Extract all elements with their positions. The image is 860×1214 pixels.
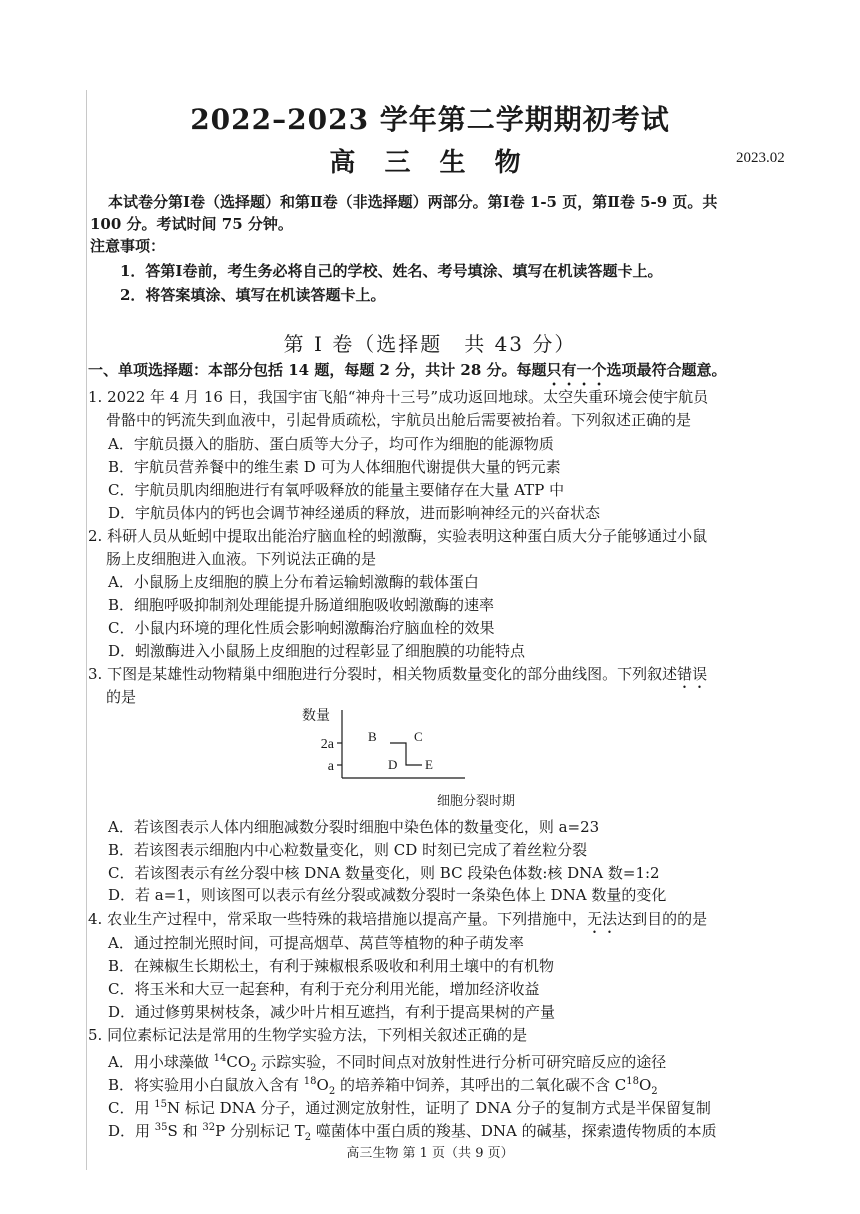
binding-margin-line bbox=[86, 90, 87, 1170]
q4-stem: 4. 农业生产过程中，常采取一些特殊的栽培措施以提高产量。下列措施中，无法达到目的的是 bbox=[88, 910, 708, 928]
chart-x-axis-label: 细胞分裂时期 bbox=[437, 793, 516, 808]
q2-option-c: C．小鼠内环境的理化性质会影响蚓激酶治疗脑血栓的效果 bbox=[108, 619, 495, 637]
q2-stem-1: 2. 科研人员从蚯蚓中提取出能治疗脑血栓的蚓激酶，实验表明这种蛋白质大分子能够通过小鼠 bbox=[88, 527, 708, 545]
note-1: 1．答第Ⅰ卷前，考生务必将自己的学校、姓名、考号填涂、填写在机读答题卡上。 bbox=[120, 262, 663, 280]
q5-option-d: D．用 $^{35}$S 和 $^{32}$P 分别标记 $T_2$ 噬菌体中蛋白质的羧基、DNA 的碱基，探索遗传物质的本质 bbox=[108, 1122, 717, 1143]
notes-label: 注意事项： bbox=[90, 237, 166, 255]
q3-option-a: A．若该图表示人体内细胞减数分裂时细胞中染色体的数量变化，则 a=23 bbox=[108, 818, 600, 836]
q3-line-chart bbox=[290, 700, 560, 815]
q1-option-d: D．宇航员体内的钙也会调节神经递质的释放，进而影响神经元的兴奋状态 bbox=[108, 504, 601, 522]
q5-option-b: B．将实验用小白鼠放入含有 $^{18}O_2$ 的培养箱中饲养，其呼出的二氧化碳不含 $C^{18}O_2$ bbox=[108, 1076, 658, 1097]
q1-stem-1: 1. 2022 年 4 月 16 日，我国宇宙飞船“神舟十三号”成功返回地球。太空失重环境会使宇航员 bbox=[88, 388, 709, 406]
q3-option-d: D．若 a=1，则该图可以表示有丝分裂或减数分裂时一条染色体上 DNA 数量的变化 bbox=[108, 886, 667, 904]
q3-option-b: B．若该图表示细胞内中心粒数量变化，则 CD 时刻已完成了着丝粒分裂 bbox=[108, 841, 588, 859]
q4-option-d: D．通过修剪果树枝条，减少叶片相互遮挡，有利于提高果树的产量 bbox=[108, 1003, 556, 1021]
q5-option-c: C．用 $^{15}$N 标记 DNA 分子，通过测定放射性，证明了 DNA 分子的复制方式是半保留复制 bbox=[108, 1099, 711, 1117]
chart-point-label: D bbox=[388, 757, 398, 772]
q2-stem-2: 肠上皮细胞进入血液。下列说法正确的是 bbox=[106, 550, 377, 568]
q1-stem-2: 骨骼中的钙流失到血液中，引起骨质疏松，宇航员出舱后需要被抬着。下列叙述正确的是 bbox=[106, 411, 692, 429]
page-footer: 高三生物 第 1 页（共 9 页） bbox=[346, 1146, 514, 1161]
q2-option-a: A．小鼠肠上皮细胞的膜上分布着运输蚓激酶的载体蛋白 bbox=[108, 573, 479, 591]
chart-point-label: E bbox=[425, 757, 433, 772]
chart-y-tick-label: 2a bbox=[320, 737, 334, 752]
q1-option-b: B．宇航员营养餐中的维生素 D 可为人体细胞代谢提供大量的钙元素 bbox=[108, 458, 561, 476]
q4-option-b: B．在辣椒生长期松土，有利于辣椒根系吸收和利用土壤中的有机物 bbox=[108, 957, 555, 975]
intro-line-2: 100 分。考试时间 75 分钟。 bbox=[90, 215, 293, 233]
q1-option-a: A．宇航员摄入的脂肪、蛋白质等大分子，均可作为细胞的能源物质 bbox=[108, 435, 554, 453]
note-2: 2．将答案填涂、填写在机读答题卡上。 bbox=[120, 286, 386, 304]
section-title: 第 Ⅰ 卷（选择题 共 43 分） bbox=[283, 332, 577, 356]
chart-y-axis-label: 数量 bbox=[302, 709, 330, 724]
q5-option-a: A．用小球藻做 $^{14}CO_2$ 示踪实验，不同时间点对放射性进行分析可研究暗反应的途径 bbox=[108, 1053, 667, 1074]
exam-subject: 高 三 生 物 bbox=[329, 148, 531, 178]
section-instructions: 一、单项选择题：本部分包括 14 题，每题 2 分，共计 28 分。每题只有一个选项最符合题意。 bbox=[88, 361, 727, 379]
exam-title: 2022–2023 学年第二学期期初考试 bbox=[190, 103, 670, 136]
q3-stem-2: 的是 bbox=[106, 688, 137, 706]
q3-option-c: C．若该图表示有丝分裂中核 DNA 数量变化，则 BC 段染色体数:核 DNA 数=1:2 bbox=[108, 864, 660, 882]
exam-date: 2023.02 bbox=[736, 150, 785, 166]
q4-option-c: C．将玉米和大豆一起套种，有利于充分利用光能，增加经济收益 bbox=[108, 980, 540, 998]
q2-option-d: D．蚓激酶进入小鼠肠上皮细胞的过程彰显了细胞膜的功能特点 bbox=[108, 642, 526, 660]
q5-stem: 5. 同位素标记法是常用的生物学实验方法，下列相关叙述正确的是 bbox=[88, 1026, 528, 1044]
q1-option-c: C．宇航员肌肉细胞进行有氧呼吸释放的能量主要储存在大量 ATP 中 bbox=[108, 481, 565, 499]
chart-y-tick-label: a bbox=[327, 759, 334, 774]
q4-option-a: A．通过控制光照时间，可提高烟草、莴苣等植物的种子萌发率 bbox=[108, 934, 524, 952]
chart-point-label: B bbox=[368, 729, 377, 744]
intro-line-1: 本试卷分第Ⅰ卷（选择题）和第Ⅱ卷（非选择题）两部分。第Ⅰ卷 1-5 页，第Ⅱ卷 5-9 页。共 bbox=[108, 193, 718, 211]
chart-point-label: C bbox=[414, 729, 423, 744]
q3-stem-1: 3. 下图是某雄性动物精巢中细胞进行分裂时，相关物质数量变化的部分曲线图。下列叙述错误 bbox=[88, 665, 708, 683]
q2-option-b: B．细胞呼吸抑制剂处理能提升肠道细胞吸收蚓激酶的速率 bbox=[108, 596, 495, 614]
